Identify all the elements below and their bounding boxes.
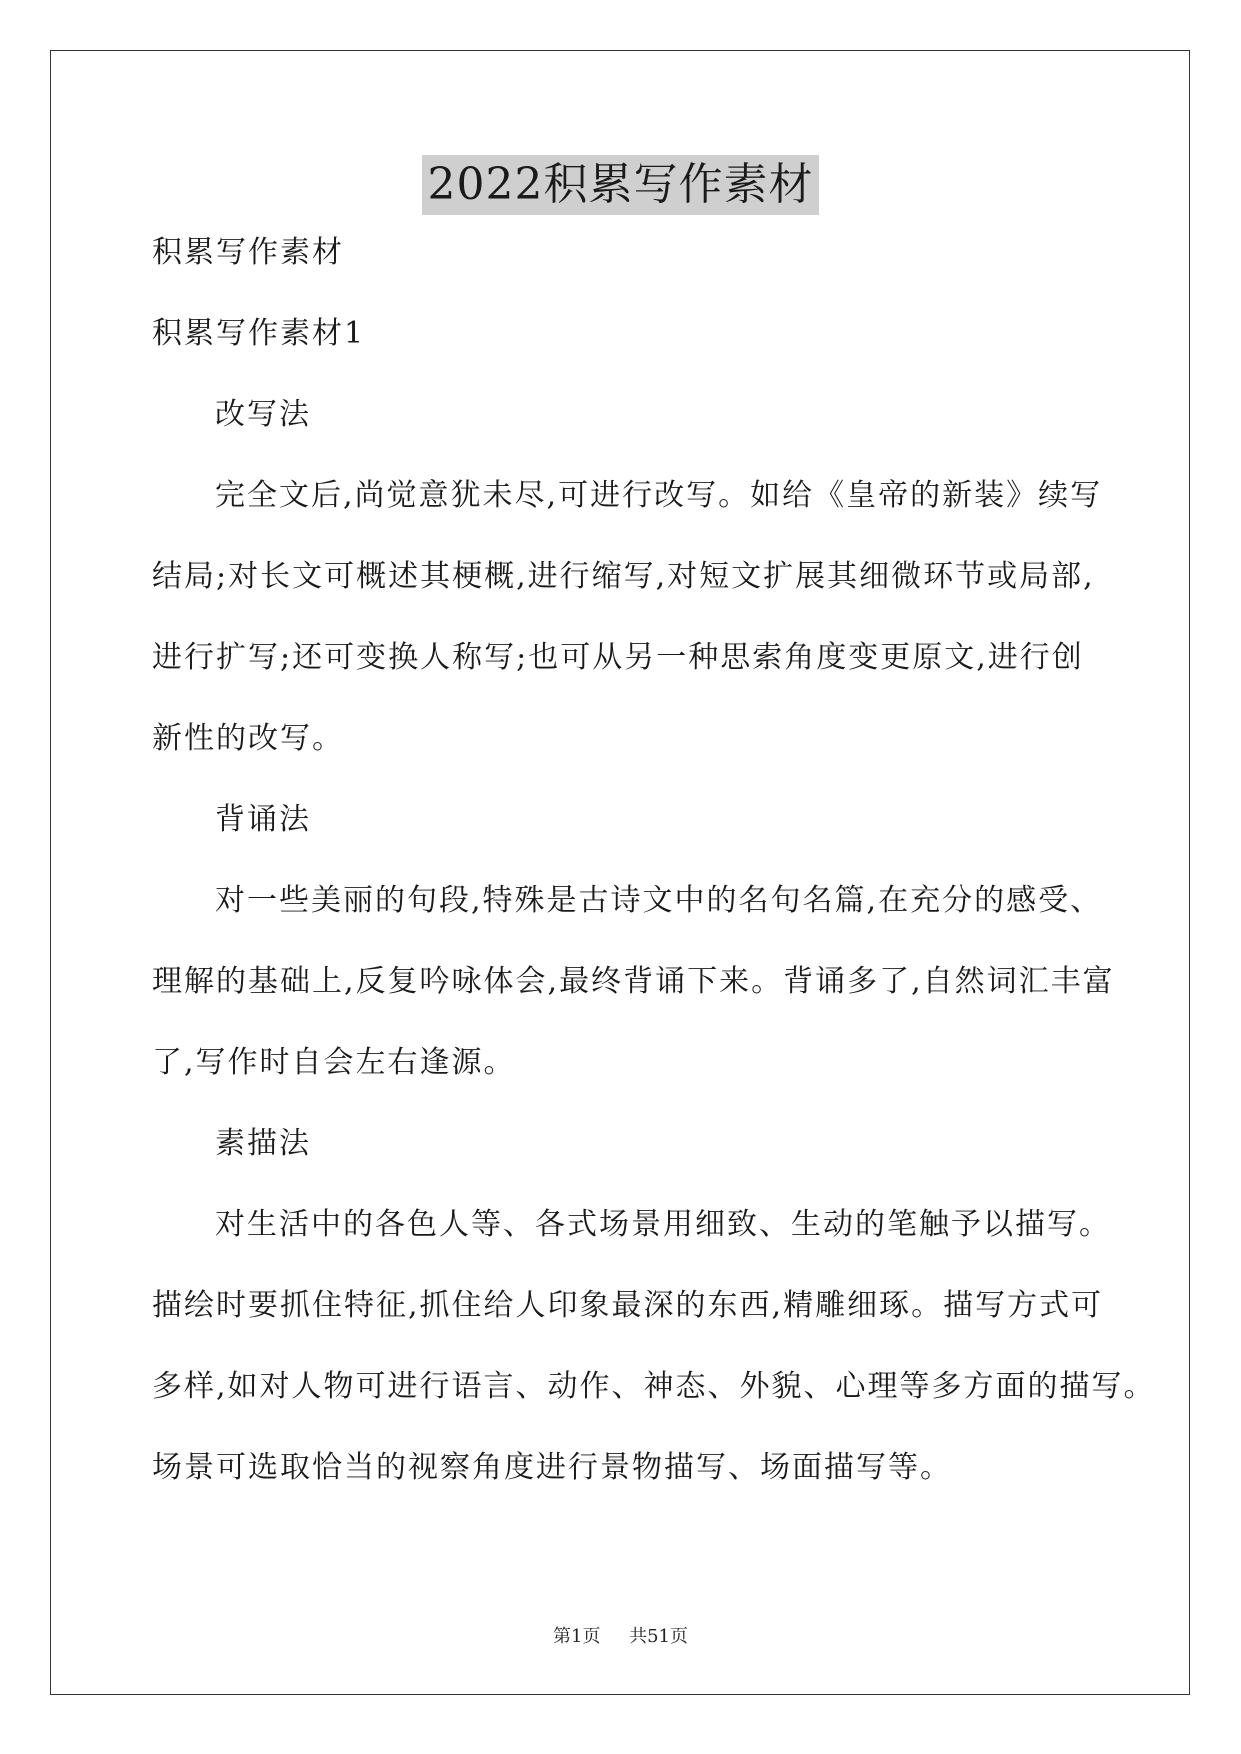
title-container: [0, 155, 1241, 215]
text-line: 理解的基础上,反复吟咏体会,最终背诵下来。背诵多了,自然词汇丰富: [152, 964, 1115, 999]
text-line: 进行扩写;还可变换人称写;也可从另一种思索角度变更原文,进行创: [152, 640, 1084, 675]
text-line: 完全文后,尚觉意犹未尽,可进行改写。如给《皇帝的新装》续写: [215, 478, 1103, 513]
text-line: 新性的改写。: [152, 721, 344, 756]
text-line: 对一些美丽的句段,特殊是古诗文中的名句名篇,在充分的感受、: [215, 883, 1103, 918]
text-line: 背诵法: [215, 802, 311, 837]
text-line: 积累写作素材1: [152, 316, 366, 351]
text-line: 结局;对长文可概述其梗概,进行缩写,对短文扩展其细微环节或局部,: [152, 559, 1095, 594]
page-number: 第1页: [553, 1626, 601, 1647]
document-body: [152, 233, 1156, 1529]
page-total: 共51页: [629, 1626, 688, 1647]
text-line: 了,写作时自会左右逢源。: [152, 1045, 516, 1080]
text-line: 多样,如对人物可进行语言、动作、神态、外貌、心理等多方面的描写。: [152, 1369, 1156, 1404]
text-line: 对生活中的各色人等、各式场景用细致、生动的笔触予以描写。: [215, 1207, 1111, 1242]
text-line: 素描法: [215, 1126, 311, 1161]
document-title: 2022积累写作素材: [422, 155, 820, 215]
text-line: 积累写作素材: [152, 235, 344, 270]
text-line: 描绘时要抓住特征,抓住给人印象最深的东西,精雕细琢。描写方式可: [152, 1288, 1104, 1323]
text-line: 改写法: [215, 397, 311, 432]
page-footer: [0, 1622, 1241, 1648]
text-line: 场景可选取恰当的视察角度进行景物描写、场面描写等。: [152, 1450, 952, 1485]
